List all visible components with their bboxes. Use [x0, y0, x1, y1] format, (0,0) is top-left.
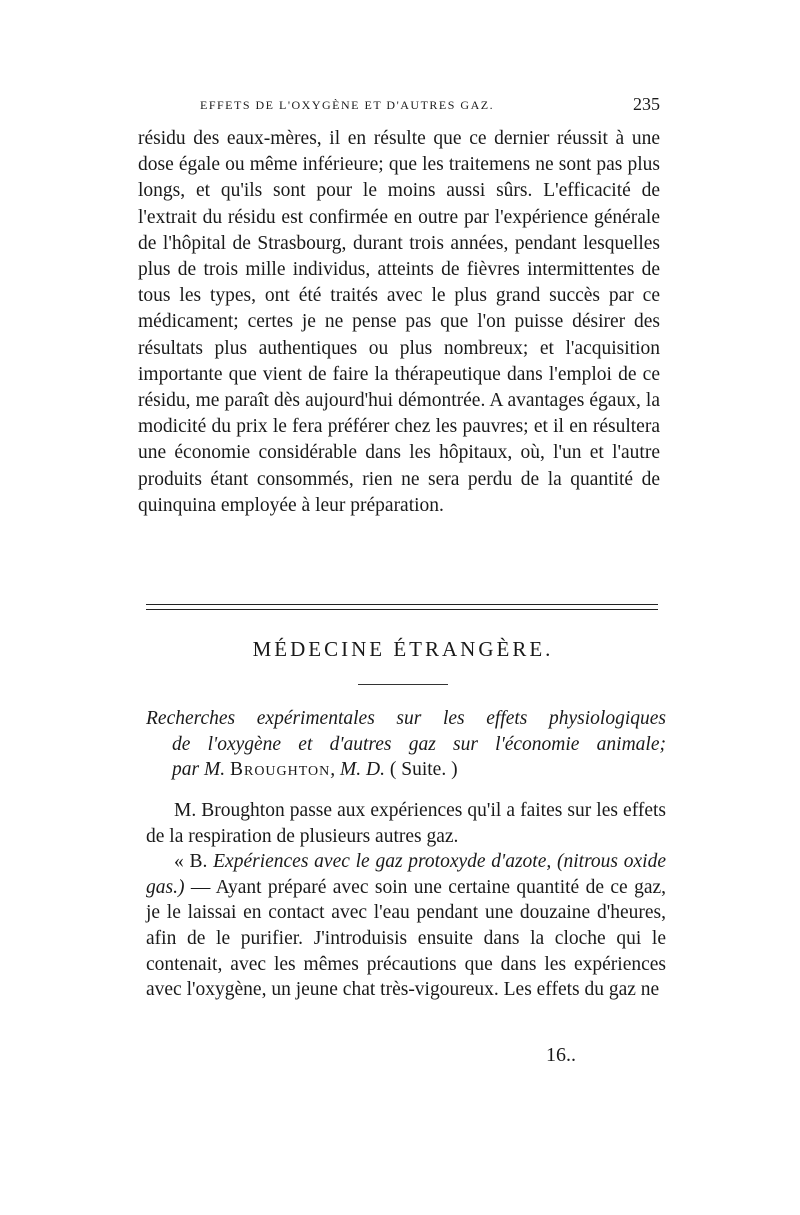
article-heading-line1: Recherches expérimentales sur les effets physiologiques	[146, 708, 666, 729]
paragraph-2-text: — Ayant préparé avec soin une certaine quantité de ce gaz, je le laissai en contact avec l'eau pendant une douzaine d'heures, afin de le purifier. J'introduisis ensuite dans la cloche qui le contenait, avec les mêmes précautions que dans les expériences avec l'oxygène, un jeune chat très-vigoureux. Les effets du gaz ne	[146, 876, 667, 1001]
article-paragraph-2	[146, 849, 666, 1003]
article-paragraph-1: M. Broughton passe aux expériences qu'il a faites sur les effets de la respiration de plusieurs autres gaz.	[146, 800, 666, 847]
title-underline-rule	[358, 684, 448, 685]
article-heading-line2: de l'oxygène et d'autres gaz sur l'économie animale;	[172, 733, 666, 755]
section-title: MÉDECINE ÉTRANGÈRE.	[252, 637, 554, 661]
suite-note: ( Suite. )	[389, 759, 458, 780]
paragraph-text: résidu des eaux-mères, il en résulte que ce dernier réussit à une dose égale ou même inférieure; que les traitemens ne sont pas plus longs, et qu'ils sont pour le moins aussi sûrs. L'efficacité de l'extrait du résidu est confirmée en outre par l'expérience générale de l'hôpital de Strasbourg, durant trois années, pendant lesquelles plus de trois mille individus, atteints de fièvres intermittentes de tous les types, ont été traités avec le plus grand succès par ce médicament; certes je ne pense pas que l'on puisse désirer des résultats plus authentiques ou plus nombreux; et l'acquisition importante que vient de faire la thérapeutique dans l'emploi de ce résidu, me paraît dès aujourd'hui démontrée. A avantages égaux, la modicité du prix le fera préférer chez les pauvres; et il en résultera une économie considérable dans les hôpitaux, où, l'un et l'autre produits étant consommés, rien ne sera perdu de la quantité de quinquina employée à leur préparation.	[138, 128, 660, 516]
continued-paragraph	[138, 126, 660, 519]
section-divider-rule-thin	[146, 609, 658, 610]
byline-par: par M.	[172, 759, 226, 780]
author-name: Broughton	[229, 759, 331, 780]
signature-mark: 16..	[546, 1044, 576, 1066]
experiment-title: Expériences avec le gaz protoxyde d'azote, (nitrous oxide gas.)	[146, 851, 667, 898]
author-degree: , M. D.	[330, 759, 385, 780]
running-head	[200, 94, 660, 114]
paragraph-marker: « B.	[174, 851, 208, 873]
page-number: 235	[633, 94, 660, 114]
article-heading	[146, 706, 666, 783]
running-title: EFFETS DE L'OXYGÈNE ET D'AUTRES GAZ.	[200, 98, 495, 112]
article-body	[146, 798, 666, 1003]
article-heading-byline	[146, 757, 666, 783]
section-divider-rule	[146, 604, 658, 605]
